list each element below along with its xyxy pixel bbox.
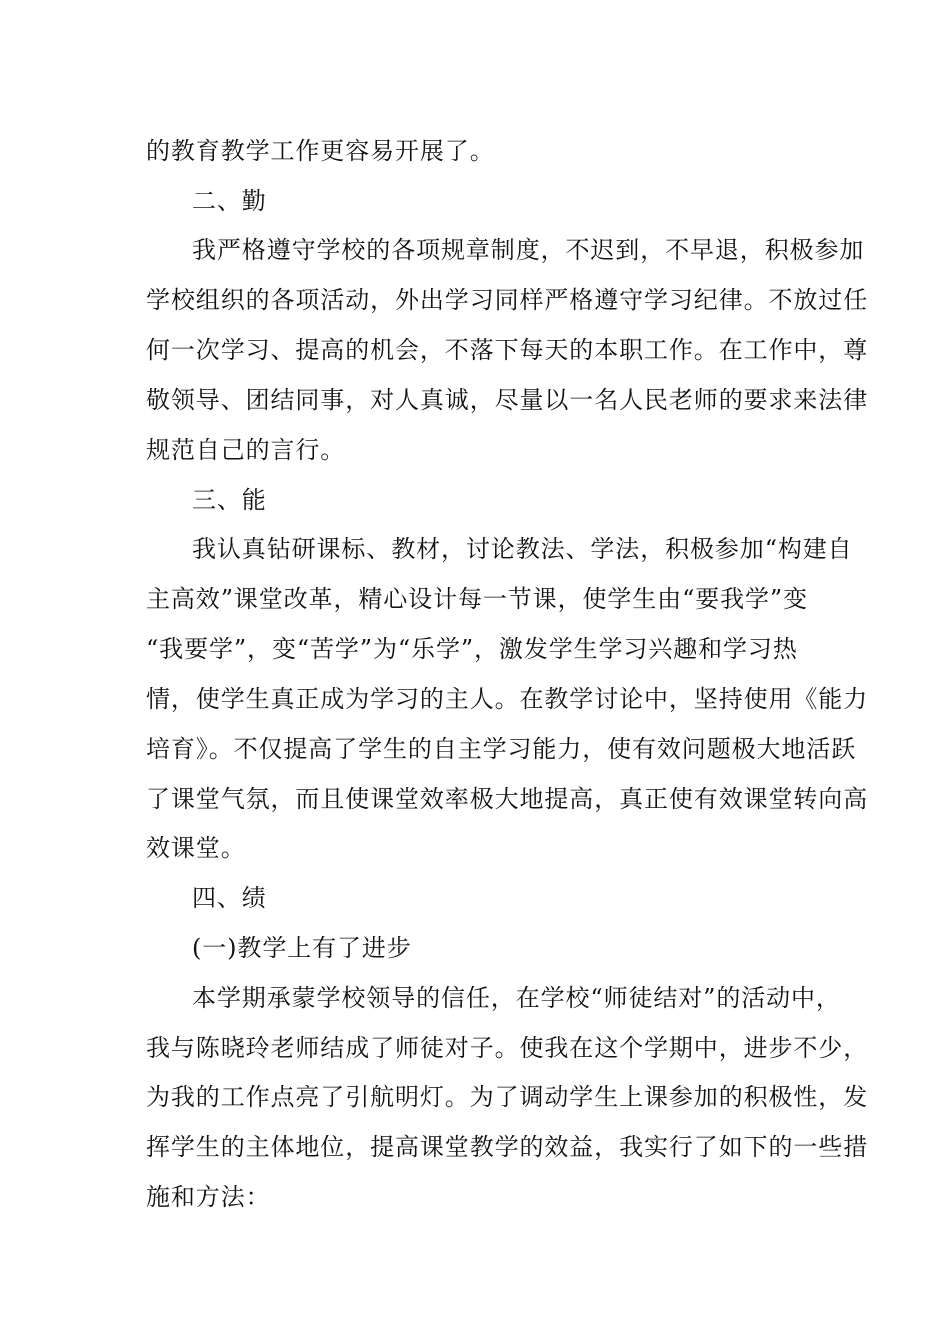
paragraph-line: 何一次学习、提高的机会，不落下每天的本职工作。在工作中，尊 <box>146 336 869 364</box>
paragraph-line: “我要学”，变“苦学”为“乐学”，激发学生学习兴趣和学习热 <box>146 635 798 663</box>
paragraph-line: 了课堂气氛，而且使课堂效率极大地提高，真正使有效课堂转向高 <box>146 785 869 813</box>
paragraph-line: 挥学生的主体地位，提高课堂教学的效益，我实行了如下的一些措 <box>146 1133 869 1161</box>
paragraph-line: 为我的工作点亮了引航明灯。为了调动学生上课参加的积极性，发 <box>146 1083 869 1111</box>
paragraph-line: 情，使学生真正成为学习的主人。在教学讨论中，坚持使用《能力 <box>146 685 869 713</box>
section-heading: 二、勤 <box>192 187 267 215</box>
paragraph-line: 培育》。不仅提高了学生的自主学习能力，使有效问题极大地活跃 <box>146 735 857 763</box>
paragraph-line: 规范自己的言行。 <box>146 436 346 464</box>
paragraph-line: 主高效”课堂改革，精心设计每一节课，使学生由“要我学”变 <box>146 585 809 613</box>
subsection-heading: (一)教学上有了进步 <box>192 934 412 962</box>
paragraph-line: 施和方法： <box>146 1183 271 1211</box>
paragraph-line: 效课堂。 <box>146 834 246 862</box>
section-heading: 四、绩 <box>192 884 267 912</box>
paragraph-line: 我认真钻研课标、教材，讨论教法、学法，积极参加“构建自 <box>192 535 853 563</box>
paragraph-line: 我与陈晓玲老师结成了师徒对子。使我在这个学期中，进步不少， <box>146 1034 869 1062</box>
paragraph-line: 我严格遵守学校的各项规章制度，不迟到，不早退，积极参加 <box>192 236 865 264</box>
paragraph-line: 的教育教学工作更容易开展了。 <box>146 137 495 165</box>
paragraph-line: 学校组织的各项活动，外出学习同样严格遵守学习纪律。不放过任 <box>146 286 869 314</box>
paragraph-line: 敬领导、团结同事，对人真诚，尽量以一名人民老师的要求来法律 <box>146 386 869 414</box>
paragraph-line: 本学期承蒙学校领导的信任，在学校“师徒结对”的活动中， <box>192 984 841 1012</box>
section-heading: 三、能 <box>192 486 267 514</box>
